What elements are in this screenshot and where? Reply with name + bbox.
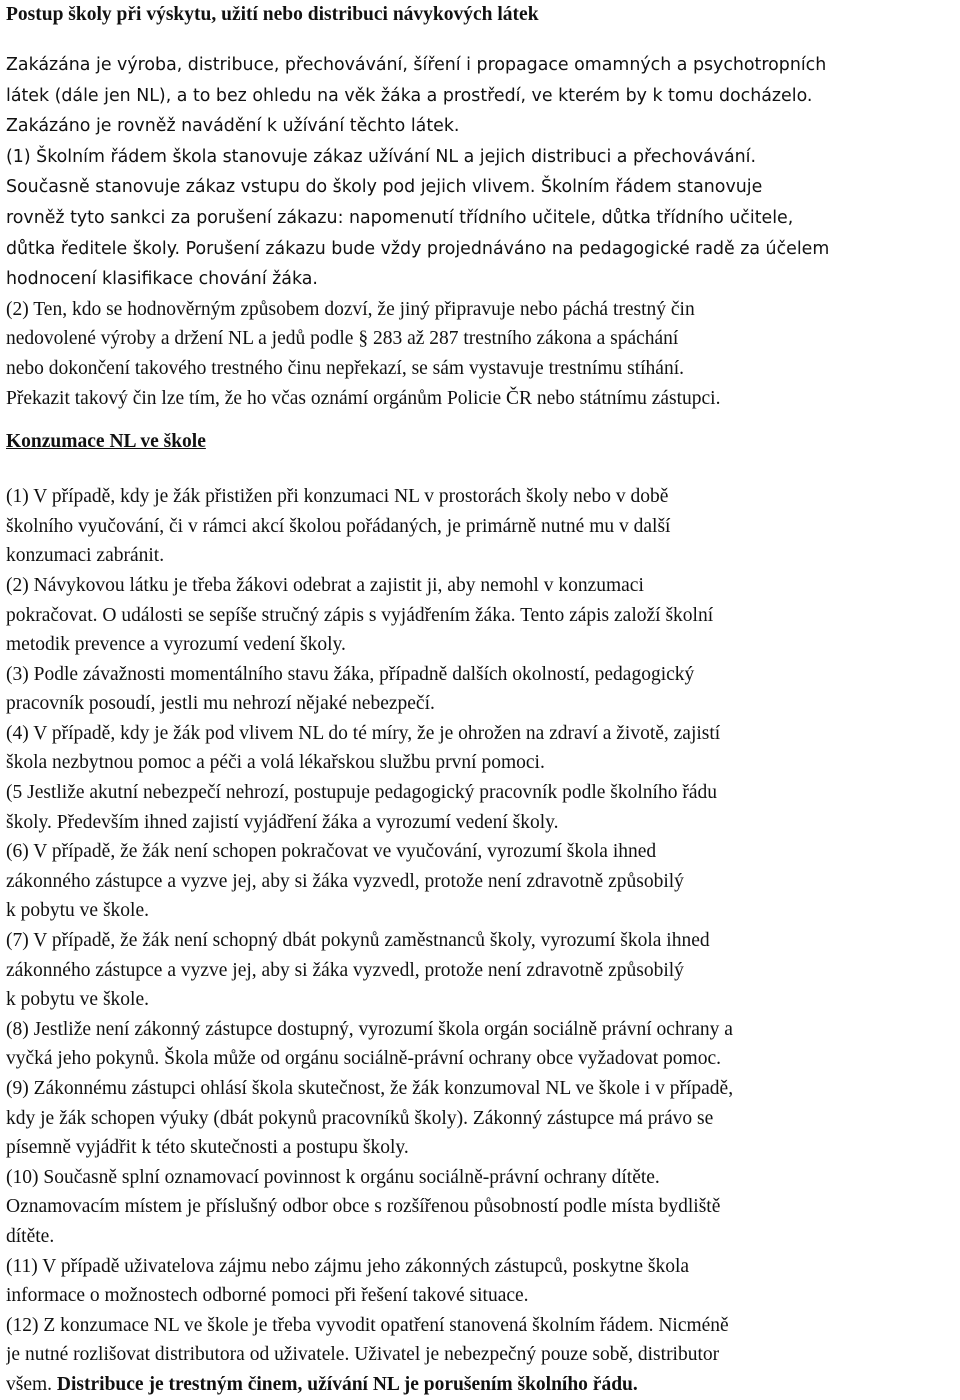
text-line	[6, 630, 954, 660]
text-line	[6, 748, 954, 778]
text-line	[6, 808, 954, 838]
text-line	[6, 926, 954, 956]
text-line	[6, 384, 954, 414]
text-line	[6, 512, 954, 542]
text-run: nebo dokončení takového trestného činu nepřekazí, se sám vystavuje trestnímu stíhání.	[6, 357, 684, 379]
text-run: důtka ředitele školy. Porušení zákazu bude vždy projednáváno na pedagogické radě za účelem	[6, 238, 830, 259]
text-run: zákonného zástupce a vyzve jej, aby si žáka vyzvedl, protože není zdravotně způsobilý	[6, 870, 684, 892]
text-run: (1) Školním řádem škola stanovuje zákaz užívání NL a jejich distribuci a přechovávání.	[6, 146, 756, 167]
text-line	[6, 203, 954, 234]
text-line	[6, 1311, 954, 1341]
text-run: všem.	[6, 1373, 57, 1395]
text-run: rovněž tyto sankci za porušení zákazu: napomenutí třídního učitele, důtka třídního učitele,	[6, 207, 794, 228]
text-line	[6, 571, 954, 601]
text-run: dítěte.	[6, 1225, 55, 1247]
text-run: pokračovat. O události se sepíše stručný zápis s vyjádřením žáka. Tento zápis založí školní	[6, 604, 714, 626]
text-line	[6, 956, 954, 986]
text-line	[6, 50, 954, 81]
text-line	[6, 541, 954, 571]
text-run: nedovolené výroby a držení NL a jedů podle § 283 až 287 trestního zákona a spáchání	[6, 328, 679, 350]
text-line	[6, 837, 954, 867]
text-line	[6, 985, 954, 1015]
bold-text-run: Distribuce je trestným činem, užívání NL je porušením školního řádu.	[56, 1373, 638, 1395]
text-line	[6, 324, 954, 354]
text-run: Současně stanovuje zákaz vstupu do školy pod jejich vlivem. Školním řádem stanovuje	[6, 177, 763, 198]
text-line	[6, 1015, 954, 1045]
text-line	[6, 81, 954, 112]
text-run: (12) Z konzumace NL ve škole je třeba vyvodit opatření stanovená školním řádem. Nicméně	[6, 1314, 729, 1336]
text-line	[6, 295, 954, 325]
text-run: (2) Ten, kdo se hodnověrným způsobem dozví, že jiný připravuje nebo páchá trestný čin	[6, 298, 695, 320]
text-line	[6, 689, 954, 719]
text-run: Zakázáno je rovněž navádění k užívání těchto látek.	[6, 116, 460, 137]
text-line	[6, 1192, 954, 1222]
text-run: kdy je žák schopen výuky (dbát pokynů pracovníků školy). Zákonný zástupce má právo se	[6, 1107, 714, 1129]
text-line	[6, 660, 954, 690]
text-run: (6) V případě, že žák není schopen pokračovat ve vyučování, vyrozumí škola ihned	[6, 841, 657, 863]
text-run: je nutné rozlišovat distributora od uživatele. Uživatel je nebezpečný pouze sobě, distributor	[6, 1344, 720, 1366]
text-line	[6, 1281, 954, 1311]
text-line	[6, 1222, 954, 1252]
text-line	[6, 1133, 954, 1163]
text-line	[6, 601, 954, 631]
text-run: (3) Podle závažnosti momentálního stavu žáka, případně dalších okolností, pedagogický	[6, 663, 695, 685]
text-run: škola nezbytnou pomoc a péči a volá lékařskou službu první pomoci.	[6, 752, 545, 774]
text-run: školního vyučování, či v rámci akcí školou pořádaných, je primárně nutné mu v další	[6, 515, 671, 537]
text-run: Zakázána je výroba, distribuce, přechovávání, šíření i propagace omamných a psychotropních	[6, 55, 827, 75]
text-line	[6, 172, 954, 203]
text-run: (9) Zákonnému zástupci ohlásí škola skutečnost, že žák konzumoval NL ve škole i v případě,	[6, 1078, 734, 1099]
text-run: Překazit takový čin lze tím, že ho včas oznámí orgánům Policie ČR nebo státnímu zástupci.	[6, 387, 721, 409]
text-run: (7) V případě, že žák není schopný dbát pokynů zaměstnanců školy, vyrozumí škola ihned	[6, 930, 710, 952]
text-line	[6, 1370, 954, 1400]
text-run: (11) V případě uživatelova zájmu nebo zájmu jeho zákonných zástupců, poskytne škola	[6, 1255, 690, 1277]
text-run: konzumaci zabránit.	[6, 545, 165, 567]
text-line	[6, 896, 954, 926]
text-run: hodnocení klasifikace chování žáka.	[6, 269, 318, 290]
section-consumption	[6, 482, 954, 1399]
text-run: (5 Jestliže akutní nebezpečí nehrozí, postupuje pedagogický pracovník podle školního řádu	[6, 782, 717, 804]
text-line	[6, 1252, 954, 1282]
text-line	[6, 1044, 954, 1074]
text-run: metodik prevence a vyrozumí vedení školy.	[6, 634, 346, 656]
page-title: Postup školy při výskytu, užití nebo distribuci návykových látek	[6, 4, 539, 25]
text-line	[6, 719, 954, 749]
text-line	[6, 111, 954, 142]
text-line	[6, 1074, 954, 1104]
text-run: školy. Především ihned zajistí vyjádření žáka a vyrozumí vedení školy.	[6, 811, 559, 833]
text-run: (8) Jestliže není zákonný zástupce dostupný, vyrozumí škola orgán sociálně právní ochrany a	[6, 1018, 733, 1040]
text-run: látek (dále jen NL), a to bez ohledu na věk žáka a prostředí, ve kterém by k tomu docházelo.	[6, 85, 813, 106]
section-heading-consumption: Konzumace NL ve škole	[6, 431, 206, 453]
text-line	[6, 1163, 954, 1193]
text-run: Oznamovacím místem je příslušný odbor obce s rozšířenou působností podle místa bydliště	[6, 1196, 721, 1218]
text-run: informace o možnostech odborné pomoci při řešení takové situace.	[6, 1285, 529, 1307]
text-line	[6, 1104, 954, 1134]
text-run: (10) Současně splní oznamovací povinnost k orgánu sociálně-právní ochrany dítěte.	[6, 1166, 660, 1188]
section-drug-policy	[6, 50, 954, 413]
text-run: pracovník posoudí, jestli mu nehrozí nějaké nebezpečí.	[6, 693, 435, 715]
text-line	[6, 354, 954, 384]
text-line	[6, 482, 954, 512]
text-line	[6, 867, 954, 897]
text-run: (1) V případě, kdy je žák přistižen při konzumaci NL v prostorách školy nebo v době	[6, 486, 669, 508]
text-line	[6, 142, 954, 173]
text-run: vyčká jeho pokynů. Škola může od orgánu sociálně-právní ochrany obce vyžadovat pomoc.	[6, 1048, 721, 1070]
text-run: k pobytu ve škole.	[6, 989, 149, 1011]
text-run: k pobytu ve škole.	[6, 900, 149, 922]
text-run: zákonného zástupce a vyzve jej, aby si žáka vyzvedl, protože není zdravotně způsobilý	[6, 959, 684, 981]
text-line	[6, 778, 954, 808]
text-line	[6, 264, 954, 295]
text-line	[6, 234, 954, 265]
text-run: písemně vyjádřit k této skutečnosti a postupu školy.	[6, 1137, 409, 1159]
text-run: (2) Návykovou látku je třeba žákovi odebrat a zajistit ji, aby nemohl v konzumaci	[6, 574, 644, 596]
text-run: (4) V případě, kdy je žák pod vlivem NL do té míry, že je ohrožen na zdraví a životě, zajistí	[6, 722, 721, 744]
text-line	[6, 1340, 954, 1370]
